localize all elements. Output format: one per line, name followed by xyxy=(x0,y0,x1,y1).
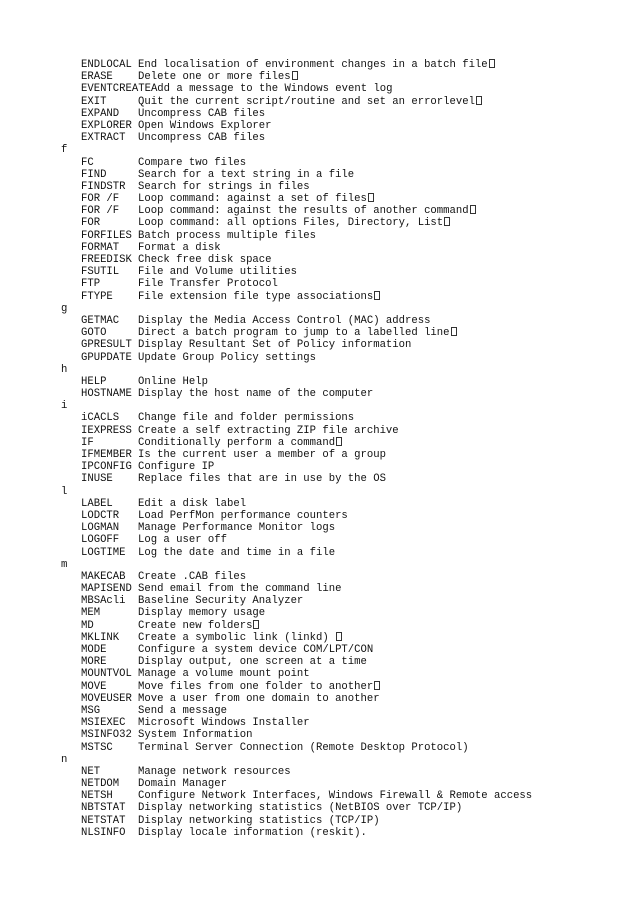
command-name: EXPAND xyxy=(81,107,120,120)
command-description: Open Windows Explorer xyxy=(138,119,272,132)
command-name: IEXPRESS xyxy=(81,424,132,437)
command-row xyxy=(0,766,638,778)
command-row xyxy=(0,815,638,827)
command-row xyxy=(0,742,638,754)
command-row xyxy=(0,778,638,790)
command-name: EXPLORER xyxy=(81,119,132,132)
command-row xyxy=(0,473,638,485)
command-row xyxy=(0,339,638,351)
command-description: Display networking statistics (TCP/IP) xyxy=(138,814,380,827)
command-description: Configure Network Interfaces, Windows Firewall & Remote access xyxy=(138,790,533,803)
missing-glyph-icon xyxy=(451,327,457,336)
command-description: File Transfer Protocol xyxy=(138,278,278,291)
command-row xyxy=(0,132,638,144)
command-description: Edit a disk label xyxy=(138,497,247,510)
command-description: Uncompress CAB files xyxy=(138,132,266,145)
command-description: Microsoft Windows Installer xyxy=(138,717,310,730)
command-row xyxy=(0,595,638,607)
command-description: Baseline Security Analyzer xyxy=(138,595,304,608)
command-name: MEM xyxy=(81,607,101,620)
command-row xyxy=(0,656,638,668)
command-name: GOTO xyxy=(81,327,107,340)
command-name: IFMEMBER xyxy=(81,449,132,461)
command-name: FORFILES xyxy=(81,229,132,242)
command-row xyxy=(0,620,638,632)
command-description: Configure a system device COM/LPT/CON xyxy=(138,644,374,656)
section-letter: l xyxy=(61,485,68,498)
command-description: Compare two files xyxy=(138,156,247,169)
command-name: FORMAT xyxy=(81,241,120,254)
command-row xyxy=(0,59,638,71)
command-row xyxy=(0,388,638,400)
command-row xyxy=(0,583,638,595)
command-name: ERASE xyxy=(81,71,113,84)
command-row xyxy=(0,668,638,680)
command-description: Loop command: all options Files, Directory, List xyxy=(138,217,444,230)
command-name: MSIEXEC xyxy=(81,717,126,730)
command-name: NBTSTAT xyxy=(81,802,126,815)
command-row xyxy=(0,205,638,217)
command-name: MORE xyxy=(81,656,107,669)
command-description: Add a message to the Windows event log xyxy=(150,83,393,96)
command-description: Display Resultant Set of Policy information xyxy=(138,339,412,352)
command-name: LODCTR xyxy=(81,509,120,522)
command-row xyxy=(0,802,638,814)
command-row xyxy=(0,71,638,83)
command-name: MD xyxy=(81,619,94,632)
command-name: LOGMAN xyxy=(81,522,120,535)
command-name: FSUTIL xyxy=(81,266,120,279)
command-description: End localisation of environment changes in a batch file xyxy=(138,59,488,71)
command-row xyxy=(0,729,638,741)
command-row xyxy=(0,217,638,229)
command-row xyxy=(0,790,638,802)
command-description: Domain Manager xyxy=(138,778,228,791)
command-row xyxy=(0,437,638,449)
missing-glyph-icon xyxy=(374,681,380,690)
command-description: Online Help xyxy=(138,375,208,388)
missing-glyph-icon xyxy=(292,71,298,80)
command-description: Replace files that are in use by the OS xyxy=(138,473,386,486)
command-row xyxy=(0,120,638,132)
command-name: FOR /F xyxy=(81,193,120,206)
command-description: Search for strings in files xyxy=(138,180,310,193)
section-letter: f xyxy=(61,144,68,157)
command-row xyxy=(0,717,638,729)
missing-glyph-icon xyxy=(374,291,380,300)
command-description: Batch process multiple files xyxy=(138,229,317,242)
command-name: MOVEUSER xyxy=(81,692,132,705)
section-letter: g xyxy=(61,302,68,315)
command-row xyxy=(0,571,638,583)
command-description: Log a user off xyxy=(138,534,228,547)
command-row xyxy=(0,498,638,510)
command-name: MODE xyxy=(81,644,107,656)
command-name: NET xyxy=(81,765,101,778)
command-name: FTYPE xyxy=(81,290,113,303)
command-row xyxy=(0,376,638,388)
command-description: Direct a batch program to jump to a labelled line xyxy=(138,327,450,340)
command-description: Display networking statistics (NetBIOS over TCP/IP) xyxy=(138,802,463,815)
command-name: MAPISEND xyxy=(81,583,132,596)
command-row xyxy=(0,461,638,473)
command-name: FOR xyxy=(81,217,101,230)
command-name: FINDSTR xyxy=(81,180,126,193)
command-description: Check free disk space xyxy=(138,254,272,266)
command-row xyxy=(0,693,638,705)
command-description: Quit the current script/routine and set an errorlevel xyxy=(138,95,475,108)
command-row xyxy=(0,705,638,717)
command-description: Display memory usage xyxy=(138,607,266,620)
command-row xyxy=(0,266,638,278)
command-row xyxy=(0,108,638,120)
command-name: MAKECAB xyxy=(81,570,126,583)
command-description: Send a message xyxy=(138,704,228,717)
missing-glyph-icon xyxy=(336,632,342,641)
command-row xyxy=(0,242,638,254)
command-row xyxy=(0,534,638,546)
command-name: MSTSC xyxy=(81,741,113,754)
command-row xyxy=(0,327,638,339)
command-description: Send email from the command line xyxy=(138,583,342,596)
command-name: FOR /F xyxy=(81,205,120,218)
command-name: MSINFO32 xyxy=(81,729,132,742)
command-description: Delete one or more files xyxy=(138,71,291,84)
command-name: GPRESULT xyxy=(81,339,132,352)
command-name: ENDLOCAL xyxy=(81,59,132,71)
command-name: LABEL xyxy=(81,497,113,510)
command-row xyxy=(0,291,638,303)
missing-glyph-icon xyxy=(368,193,374,202)
section-letter: m xyxy=(61,558,68,571)
command-description: Conditionally perform a command xyxy=(138,436,336,449)
section-letter: h xyxy=(61,363,68,376)
command-row xyxy=(0,181,638,193)
missing-glyph-icon xyxy=(444,217,450,226)
command-name: MOVE xyxy=(81,680,107,693)
command-description: Display the Media Access Control (MAC) address xyxy=(138,314,431,327)
command-row xyxy=(0,96,638,108)
missing-glyph-icon xyxy=(470,205,476,214)
command-description: File and Volume utilities xyxy=(138,266,297,279)
command-description: Move files from one folder to another xyxy=(138,680,374,693)
missing-glyph-icon xyxy=(336,437,342,446)
command-description: Uncompress CAB files xyxy=(138,107,266,120)
command-row xyxy=(0,510,638,522)
command-name: EXTRACT xyxy=(81,132,126,145)
command-row xyxy=(0,315,638,327)
missing-glyph-icon xyxy=(489,59,495,68)
command-description: Load PerfMon performance counters xyxy=(138,509,348,522)
command-row xyxy=(0,632,638,644)
command-name: HOSTNAME xyxy=(81,388,132,401)
command-name: FREEDISK xyxy=(81,254,132,266)
command-description: Is the current user a member of a group xyxy=(138,449,386,461)
command-row xyxy=(0,644,638,656)
command-description: Update Group Policy settings xyxy=(138,351,317,364)
command-name: FTP xyxy=(81,278,101,291)
command-name: EXIT xyxy=(81,95,107,108)
command-name: MOUNTVOL xyxy=(81,668,132,681)
command-name: HELP xyxy=(81,375,107,388)
command-name: FIND xyxy=(81,168,107,181)
command-description: Search for a text string in a file xyxy=(138,168,355,181)
command-name: NETSH xyxy=(81,790,113,803)
command-name: GETMAC xyxy=(81,314,120,327)
command-description: Display locale information (reskit). xyxy=(138,826,367,839)
command-row xyxy=(0,278,638,290)
command-description: Manage network resources xyxy=(138,765,291,778)
command-name: LOGTIME xyxy=(81,546,126,559)
command-name: FC xyxy=(81,156,94,169)
command-row xyxy=(0,681,638,693)
command-description: Display output, one screen at a time xyxy=(138,656,367,669)
command-description: Create a self extracting ZIP file archive xyxy=(138,424,399,437)
command-description: Create new folders xyxy=(138,619,253,632)
command-description: Loop command: against a set of files xyxy=(138,193,367,206)
command-name: NETDOM xyxy=(81,778,120,791)
command-name: IPCONFIG xyxy=(81,461,132,474)
command-row xyxy=(0,547,638,559)
command-description: File extension file type associations xyxy=(138,290,374,303)
command-row xyxy=(0,193,638,205)
command-description: Create .CAB files xyxy=(138,570,247,583)
command-row xyxy=(0,169,638,181)
command-description: Manage Performance Monitor logs xyxy=(138,522,336,535)
command-row xyxy=(0,827,638,839)
command-row xyxy=(0,449,638,461)
missing-glyph-icon xyxy=(253,620,259,629)
command-description: Configure IP xyxy=(138,461,215,474)
section-letter: i xyxy=(61,400,68,413)
command-row xyxy=(0,522,638,534)
command-description: Manage a volume mount point xyxy=(138,668,310,681)
command-description: Terminal Server Connection (Remote Desktop Protocol) xyxy=(138,741,469,754)
command-row xyxy=(0,83,638,95)
command-name: NLSINFO xyxy=(81,826,126,839)
command-row xyxy=(0,412,638,424)
command-name: NETSTAT xyxy=(81,814,126,827)
command-description: Create a symbolic link (linkd) xyxy=(138,631,336,644)
command-description: Log the date and time in a file xyxy=(138,546,336,559)
command-name: iCACLS xyxy=(81,412,120,425)
command-row xyxy=(0,230,638,242)
command-reference-page xyxy=(0,59,638,839)
command-name: MBSAcli xyxy=(81,595,126,608)
command-row xyxy=(0,254,638,266)
command-name: GPUPDATE xyxy=(81,351,132,364)
command-row xyxy=(0,425,638,437)
command-description: Format a disk xyxy=(138,241,221,254)
command-description: Move a user from one domain to another xyxy=(138,692,380,705)
command-row xyxy=(0,352,638,364)
command-description: Display the host name of the computer xyxy=(138,388,374,401)
command-row xyxy=(0,157,638,169)
command-name: MSG xyxy=(81,704,101,717)
command-name: INUSE xyxy=(81,473,113,486)
missing-glyph-icon xyxy=(476,96,482,105)
command-name: LOGOFF xyxy=(81,534,120,547)
command-description: Loop command: against the results of another command xyxy=(138,205,469,218)
command-row xyxy=(0,607,638,619)
section-letter: n xyxy=(61,753,68,766)
command-description: System Information xyxy=(138,729,253,742)
command-description: Change file and folder permissions xyxy=(138,412,355,425)
command-name: MKLINK xyxy=(81,631,120,644)
command-name: EVENTCREATE xyxy=(81,83,151,96)
command-name: IF xyxy=(81,436,94,449)
